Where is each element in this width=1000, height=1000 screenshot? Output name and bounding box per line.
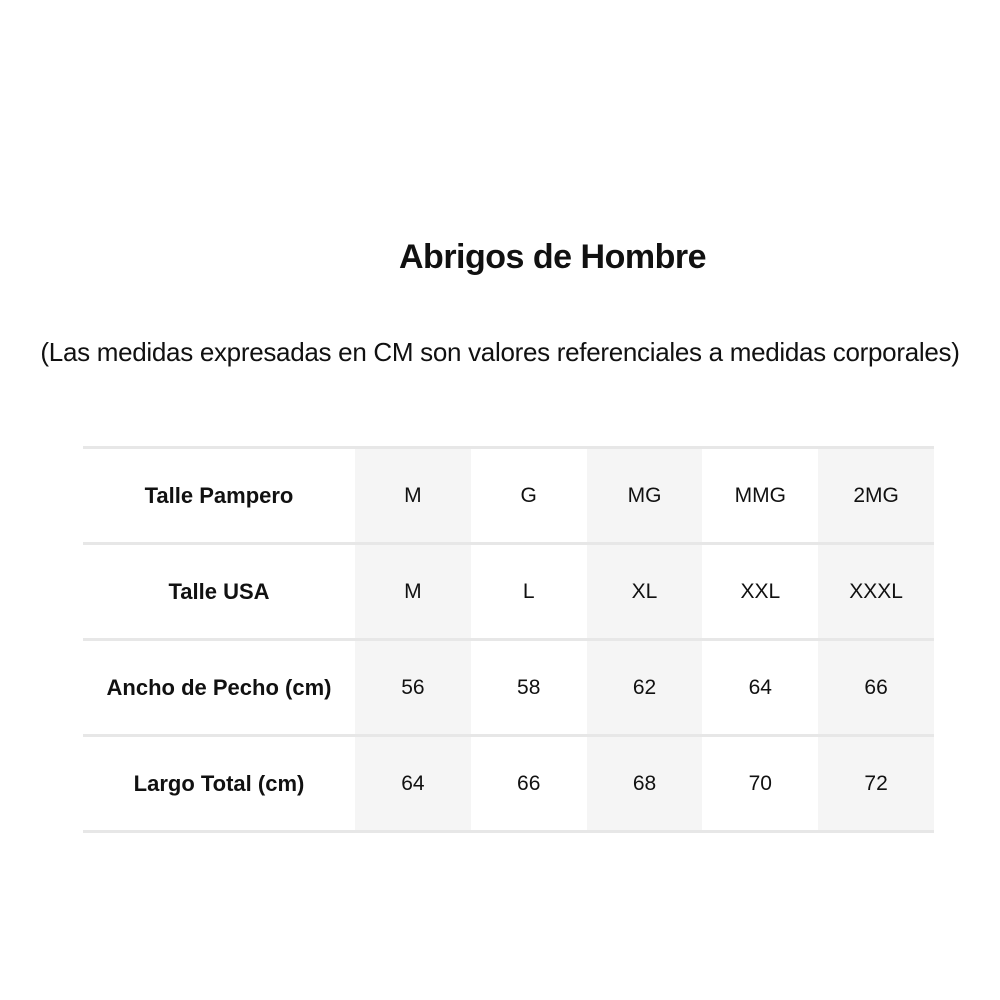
- table-cell: M: [355, 448, 471, 544]
- table-cell: XXXL: [818, 544, 934, 640]
- table-cell: 64: [702, 640, 818, 736]
- row-label: Ancho de Pecho (cm): [83, 640, 355, 736]
- table-cell: 64: [355, 736, 471, 832]
- table-cell: 56: [355, 640, 471, 736]
- table-cell: 62: [587, 640, 703, 736]
- table-cell: L: [471, 544, 587, 640]
- table-cell: XL: [587, 544, 703, 640]
- table-cell: MG: [587, 448, 703, 544]
- table-row: [83, 640, 934, 736]
- table-row: [83, 736, 934, 832]
- row-label: Talle USA: [83, 544, 355, 640]
- table-cell: MMG: [702, 448, 818, 544]
- table-cell: G: [471, 448, 587, 544]
- table-cell: 72: [818, 736, 934, 832]
- row-label: Largo Total (cm): [83, 736, 355, 832]
- table-cell: XXL: [702, 544, 818, 640]
- row-label: Talle Pampero: [83, 448, 355, 544]
- table-cell: 68: [587, 736, 703, 832]
- table-cell: 66: [471, 736, 587, 832]
- table-row: [83, 448, 934, 544]
- table-cell: 58: [471, 640, 587, 736]
- table-row: [83, 544, 934, 640]
- table-cell: 2MG: [818, 448, 934, 544]
- page-title: Abrigos de Hombre: [399, 238, 706, 276]
- page-subtitle: (Las medidas expresadas en CM son valores referenciales a medidas corporales): [40, 337, 960, 367]
- table-cell: 70: [702, 736, 818, 832]
- table-cell: 66: [818, 640, 934, 736]
- table-cell: M: [355, 544, 471, 640]
- size-chart-table: [83, 446, 934, 833]
